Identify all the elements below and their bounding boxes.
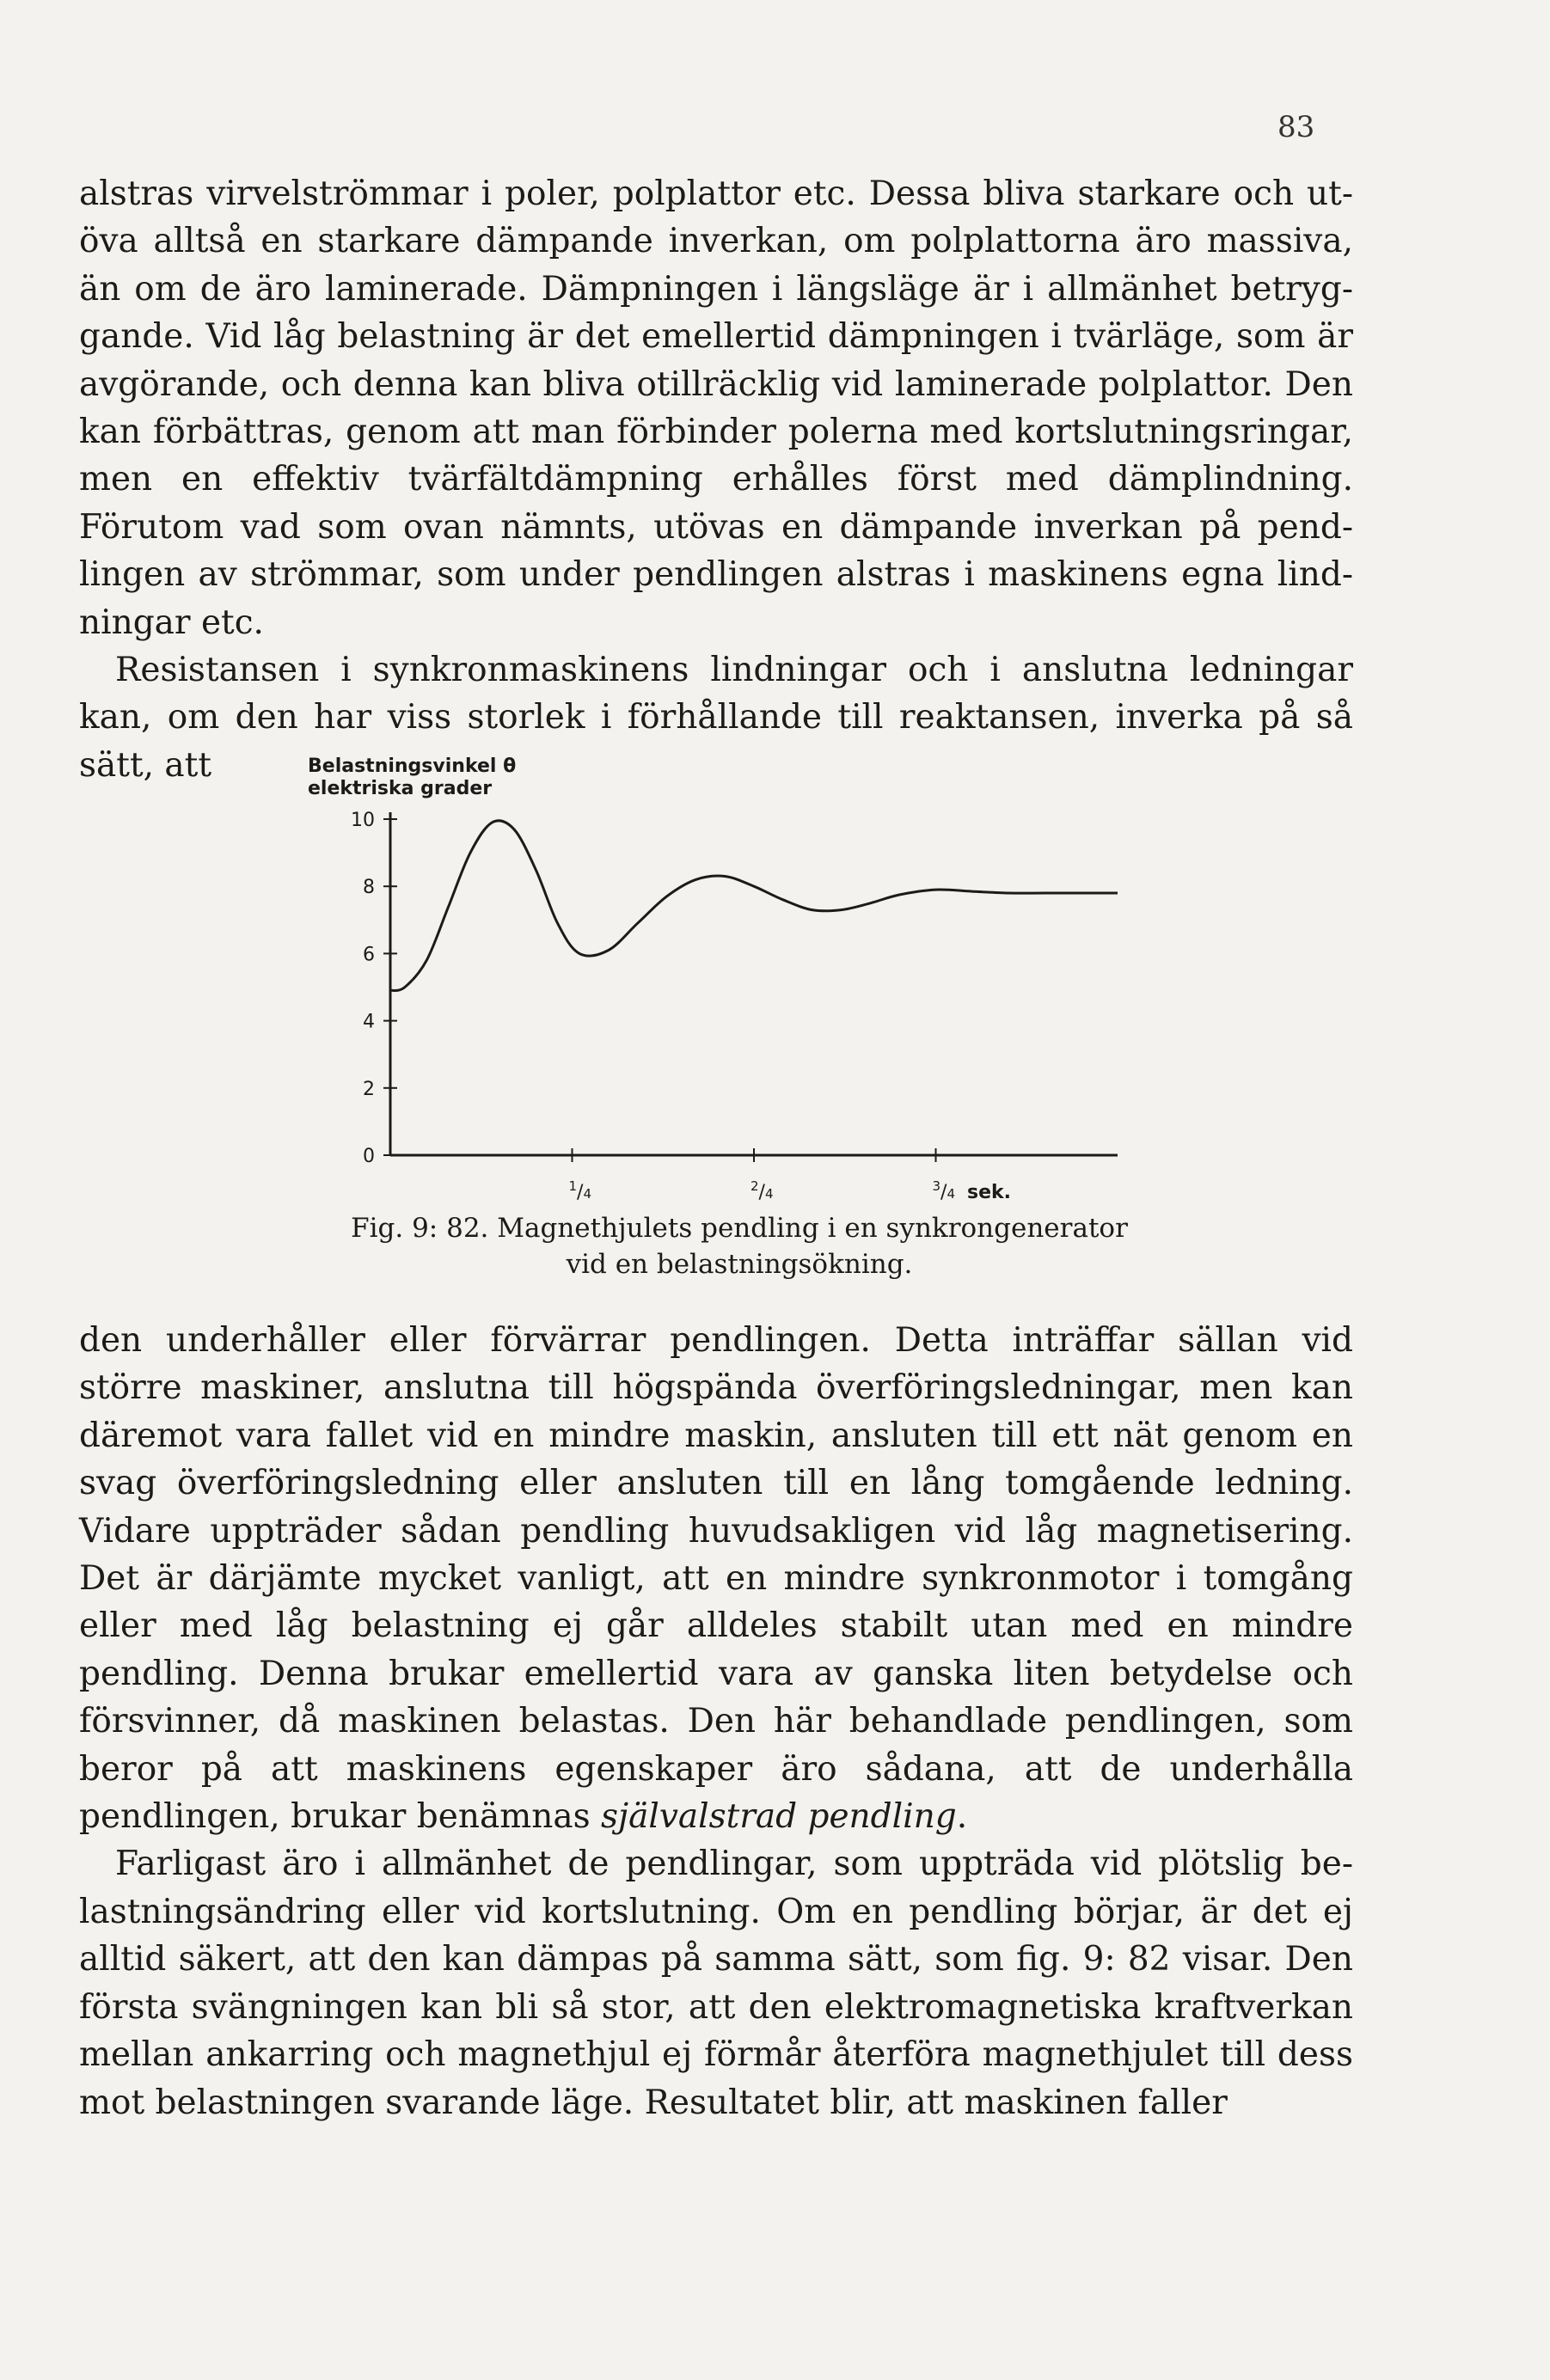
- y-tick-label: 10: [351, 810, 375, 831]
- caption-line: vid en belastningsökning.: [566, 1249, 913, 1280]
- italic-term: självalstrad pendling: [600, 1797, 957, 1837]
- paragraph: alstras virvelströmmar i poler, polplattor etc. Dessa bliva starkare och utöva alltså en starkare dämpande inverkan, om polplattorna äro massiva, än om de äro laminerade. Dämpningen i längsläge är i allmänhet betryggande. Vid låg belastning är det emellertid dämpningen i tvärläge, som är avgörande, och denna kan bliva otillräcklig vid laminerade polplattor. Den kan förbättras, genom att man förbinder polerna med kortslutningsringar, men en effektiv tvärfältdämpning erhålles först med dämplindning. Förutom vad som ovan nämnts, utövas en dämpande inverkan på pendlingen av strömmar, som under pendlingen alstras i maskinens egna lindningar etc.: [79, 174, 1353, 642]
- load-angle-curve: [390, 821, 1118, 991]
- text-run: den underhåller eller förvärrar pendlingen. Detta inträffar sällan vid större maskiner, anslutna till högspända överföringsledningar, men kan däremot vara fallet vid en mindre maskin, ansluten till ett nät genom en svag överföringsledning eller ansluten till en lång tomgående ledning. Vidare uppträder sådan pendling huvudsakligen vid låg magnetisering. Det är därjämte mycket vanligt, att en mindre synkronmotor i tomgång eller med låg belastning ej går alldeles stabilt utan med en mindre pendling. Denna brukar emellertid vara av ganska liten betydelse och försvinner, då maskinen belastas. Den här behandlade pendlingen, som beror på att maskinens egenskaper äro sådana, att de underhålla pendlingen, brukar benämnas: [79, 1321, 1353, 1837]
- paragraph: [79, 1317, 1353, 1840]
- body-text-top: [79, 170, 1353, 789]
- caption-line: Fig. 9: 82. Magnethjulets pendling i en synkrongenerator: [351, 1213, 1128, 1244]
- y-tick-label: 6: [363, 944, 375, 966]
- load-angle-chart: [284, 746, 1143, 1210]
- figure-load-angle: [284, 746, 1143, 1279]
- figure-caption: [327, 1210, 1152, 1282]
- paragraph: Farligast äro i allmänhet de pendlingar, som uppträda vid plötslig belastningsändring eller vid kortslutning. Om en pendling börjar, är det ej alltid säkert, att den kan dämpas på samma sätt, som fig. 9: 82 visar. Den första svängningen kan bli så stor, att den elektromagnetiska kraftverkan mellan ankarring och magnethjul ej förmår återföra magnethjulet till dess mot belastningen svarande läge. Resultatet blir, att maskinen faller: [79, 1845, 1353, 2122]
- body-text-bottom: [79, 1317, 1353, 2126]
- y-axis-label-unit: elektriska grader: [308, 778, 493, 799]
- y-tick-label: 2: [363, 1078, 375, 1100]
- page-number: 83: [1277, 110, 1315, 144]
- y-tick-label: 0: [363, 1146, 375, 1167]
- x-tick-label: $^3$/4 sek.: [932, 1178, 1012, 1203]
- x-tick-label: $^2$/4: [750, 1178, 774, 1203]
- y-tick-label: 8: [363, 877, 375, 899]
- x-tick-label: $^1$/4: [568, 1178, 592, 1203]
- paragraph: Resistansen i synkronmaskinens lindningar och i anslutna ledningar kan, om den har viss storlek i förhållande till reaktansen, inverka på så sätt, att: [79, 651, 1353, 785]
- text-run: .: [956, 1797, 968, 1837]
- y-tick-label: 4: [363, 1011, 375, 1033]
- y-axis-label: Belastningsvinkel θ: [308, 756, 517, 777]
